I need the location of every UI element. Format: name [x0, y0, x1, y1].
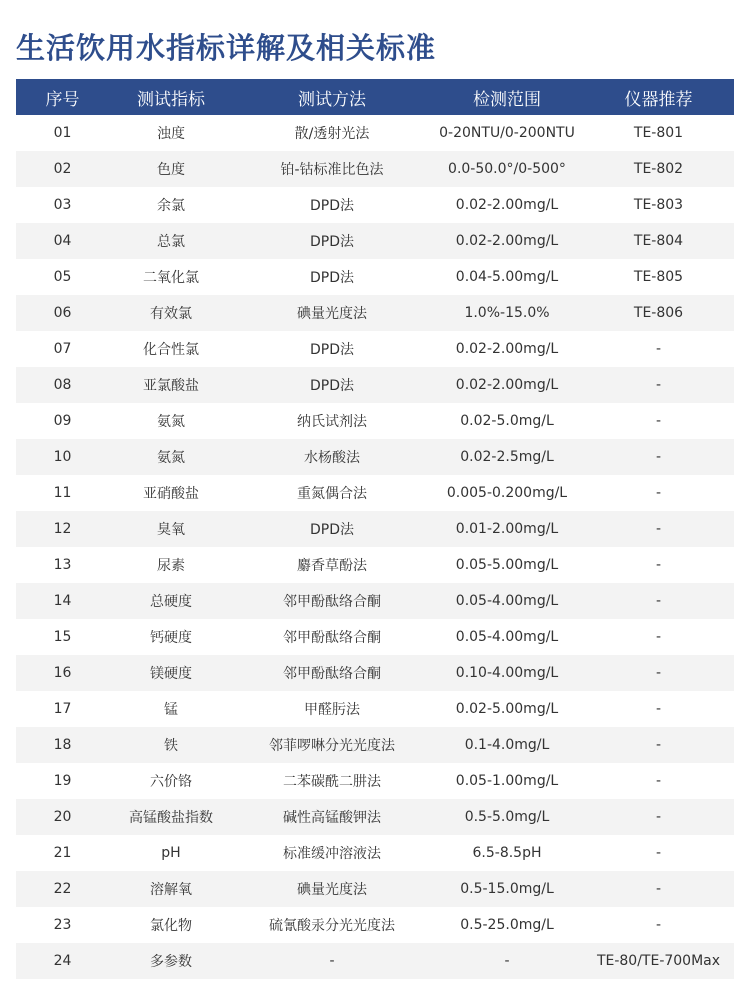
cell-method: 重氮偶合法 — [297, 486, 367, 502]
page-title: 生活饮用水指标详解及相关标准 — [16, 31, 437, 65]
cell-method: 邻甲酚酞络合酮 — [283, 594, 381, 610]
table-row — [16, 691, 734, 727]
cell-range: 6.5-8.5pH — [472, 845, 542, 861]
table-row — [16, 547, 734, 583]
cell-range: 0.1-4.0mg/L — [464, 737, 550, 753]
cell-index: 12 — [53, 521, 72, 537]
cell-instrument: TE-801 — [633, 125, 684, 141]
table-header — [16, 79, 734, 115]
cell-index: 08 — [53, 377, 72, 393]
cell-index: 11 — [53, 485, 72, 501]
cell-range: 0.05-4.00mg/L — [455, 629, 559, 645]
cell-range: - — [504, 953, 510, 969]
table-row — [16, 835, 734, 871]
cell-method: DPD法 — [309, 234, 354, 250]
cell-indicator: 高锰酸盐指数 — [129, 810, 213, 826]
cell-method: DPD法 — [309, 378, 354, 394]
cell-instrument: - — [655, 809, 662, 825]
cell-instrument: TE-804 — [633, 233, 684, 249]
cell-indicator: 锰 — [164, 702, 178, 718]
cell-index: 07 — [53, 341, 72, 357]
cell-instrument: - — [655, 881, 662, 897]
cell-range: 0.04-5.00mg/L — [455, 269, 559, 285]
cell-range: 0.02-5.0mg/L — [460, 413, 554, 429]
cell-instrument: - — [655, 341, 662, 357]
cell-method: 邻菲啰啉分光光度法 — [269, 738, 395, 754]
cell-range: 0.10-4.00mg/L — [455, 665, 559, 681]
cell-instrument: - — [655, 449, 662, 465]
cell-instrument: TE-806 — [633, 305, 684, 321]
cell-index: 20 — [53, 809, 72, 825]
cell-indicator: 尿素 — [157, 558, 185, 574]
cell-instrument: - — [655, 845, 662, 861]
cell-range: 0.05-5.00mg/L — [455, 557, 559, 573]
standards-table — [16, 79, 734, 979]
cell-index: 18 — [53, 737, 72, 753]
cell-range: 0.02-2.00mg/L — [455, 233, 559, 249]
table-row — [16, 655, 734, 691]
cell-index: 17 — [53, 701, 72, 717]
cell-range: 0.02-2.00mg/L — [455, 197, 559, 213]
table-row — [16, 583, 734, 619]
cell-indicator: 化合性氯 — [143, 342, 199, 358]
cell-method: - — [329, 953, 335, 969]
cell-method: 铂-钴标准比色法 — [280, 162, 384, 178]
cell-indicator: 氨氮 — [157, 450, 185, 466]
cell-range: 0.02-2.00mg/L — [455, 341, 559, 357]
cell-indicator: 总氯 — [157, 234, 185, 250]
cell-method: DPD法 — [309, 342, 354, 358]
cell-index: 13 — [53, 557, 72, 573]
cell-instrument: - — [655, 485, 662, 501]
cell-method: 二苯碳酰二肼法 — [283, 774, 381, 790]
cell-method: 甲醛肟法 — [304, 702, 360, 718]
cell-index: 19 — [53, 773, 72, 789]
cell-range: 0.01-2.00mg/L — [455, 521, 559, 537]
table-row — [16, 187, 734, 223]
cell-index: 21 — [53, 845, 72, 861]
table-row — [16, 943, 734, 979]
cell-index: 03 — [53, 197, 72, 213]
cell-instrument: - — [655, 773, 662, 789]
table-row — [16, 115, 734, 151]
cell-range: 0.05-1.00mg/L — [455, 773, 559, 789]
cell-index: 10 — [53, 449, 72, 465]
table-row — [16, 223, 734, 259]
cell-instrument: - — [655, 593, 662, 609]
cell-index: 24 — [53, 953, 72, 969]
cell-method: 散/透射光法 — [294, 126, 370, 142]
cell-indicator: 有效氯 — [150, 306, 192, 322]
cell-indicator: 氯化物 — [150, 918, 192, 934]
cell-index: 14 — [53, 593, 72, 609]
cell-method: DPD法 — [309, 522, 354, 538]
cell-instrument: TE-80/TE-700Max — [596, 953, 721, 969]
cell-instrument: - — [655, 557, 662, 573]
cell-method: 碘量光度法 — [297, 882, 367, 898]
table-row — [16, 727, 734, 763]
cell-range: 1.0%-15.0% — [464, 305, 550, 321]
cell-method: 碘量光度法 — [297, 306, 367, 322]
cell-range: 0.5-5.0mg/L — [464, 809, 550, 825]
cell-instrument: - — [655, 377, 662, 393]
cell-instrument: - — [655, 917, 662, 933]
cell-method: 邻甲酚酞络合酮 — [283, 666, 381, 682]
cell-instrument: TE-803 — [633, 197, 684, 213]
cell-index: 06 — [53, 305, 72, 321]
table-row — [16, 799, 734, 835]
cell-indicator: 铁 — [164, 738, 178, 754]
table-row — [16, 871, 734, 907]
cell-range: 0-20NTU/0-200NTU — [439, 125, 575, 141]
cell-instrument: TE-805 — [633, 269, 684, 285]
cell-range: 0.02-5.00mg/L — [455, 701, 559, 717]
cell-method: 邻甲酚酞络合酮 — [283, 630, 381, 646]
header-cell-indicator: 测试指标 — [137, 89, 205, 110]
cell-method: 硫氰酸汞分光光度法 — [269, 918, 395, 934]
cell-method: 碱性高锰酸钾法 — [283, 810, 381, 826]
cell-index: 16 — [53, 665, 72, 681]
cell-method: DPD法 — [309, 198, 354, 214]
cell-range: 0.02-2.5mg/L — [460, 449, 554, 465]
table-row — [16, 439, 734, 475]
cell-instrument: - — [655, 701, 662, 717]
cell-index: 01 — [53, 125, 72, 141]
cell-index: 15 — [53, 629, 72, 645]
table-row — [16, 619, 734, 655]
cell-method: 水杨酸法 — [304, 450, 360, 466]
table-row — [16, 259, 734, 295]
cell-indicator: 镁硬度 — [150, 666, 192, 682]
cell-indicator: 二氧化氯 — [143, 270, 199, 286]
cell-instrument: - — [655, 737, 662, 753]
table-body — [16, 115, 734, 979]
table-row — [16, 151, 734, 187]
cell-index: 05 — [53, 269, 72, 285]
table-row — [16, 511, 734, 547]
header-cell-range: 检测范围 — [473, 89, 541, 110]
cell-indicator: pH — [161, 845, 181, 861]
cell-indicator: 亚硝酸盐 — [143, 486, 199, 502]
cell-range: 0.02-2.00mg/L — [455, 377, 559, 393]
cell-index: 02 — [53, 161, 72, 177]
header-cell-index: 序号 — [45, 89, 80, 110]
cell-indicator: 钙硬度 — [150, 630, 192, 646]
cell-indicator: 总硬度 — [150, 594, 192, 610]
header-cell-instrument: 仪器推荐 — [624, 89, 693, 110]
cell-index: 22 — [53, 881, 72, 897]
cell-method: 标准缓冲溶液法 — [283, 846, 381, 862]
cell-indicator: 亚氯酸盐 — [143, 378, 199, 394]
cell-indicator: 六价铬 — [150, 774, 192, 790]
cell-instrument: TE-802 — [633, 161, 684, 177]
cell-index: 04 — [53, 233, 72, 249]
table-row — [16, 295, 734, 331]
cell-indicator: 余氯 — [157, 198, 185, 214]
cell-range: 0.005-0.200mg/L — [446, 485, 568, 501]
table-row — [16, 475, 734, 511]
cell-indicator: 溶解氧 — [150, 882, 192, 898]
cell-method: 纳氏试剂法 — [297, 414, 367, 430]
cell-instrument: - — [655, 413, 662, 429]
cell-indicator: 氨氮 — [157, 414, 185, 430]
cell-indicator: 色度 — [157, 162, 185, 178]
header-cell-method: 测试方法 — [298, 89, 366, 110]
cell-range: 0.5-25.0mg/L — [460, 917, 554, 933]
cell-method: DPD法 — [309, 270, 354, 286]
cell-indicator: 臭氧 — [157, 522, 185, 538]
table-row — [16, 907, 734, 943]
table-row — [16, 763, 734, 799]
cell-indicator: 多参数 — [150, 954, 192, 970]
cell-instrument: - — [655, 521, 662, 537]
table-row — [16, 367, 734, 403]
cell-index: 23 — [53, 917, 72, 933]
cell-index: 09 — [53, 413, 72, 429]
table-row — [16, 403, 734, 439]
cell-range: 0.5-15.0mg/L — [460, 881, 554, 897]
cell-method: 麝香草酚法 — [297, 558, 367, 574]
cell-instrument: - — [655, 629, 662, 645]
cell-indicator: 浊度 — [157, 126, 185, 142]
cell-range: 0.0-50.0°/0-500° — [448, 161, 566, 177]
cell-range: 0.05-4.00mg/L — [455, 593, 559, 609]
cell-instrument: - — [655, 665, 662, 681]
table-row — [16, 331, 734, 367]
